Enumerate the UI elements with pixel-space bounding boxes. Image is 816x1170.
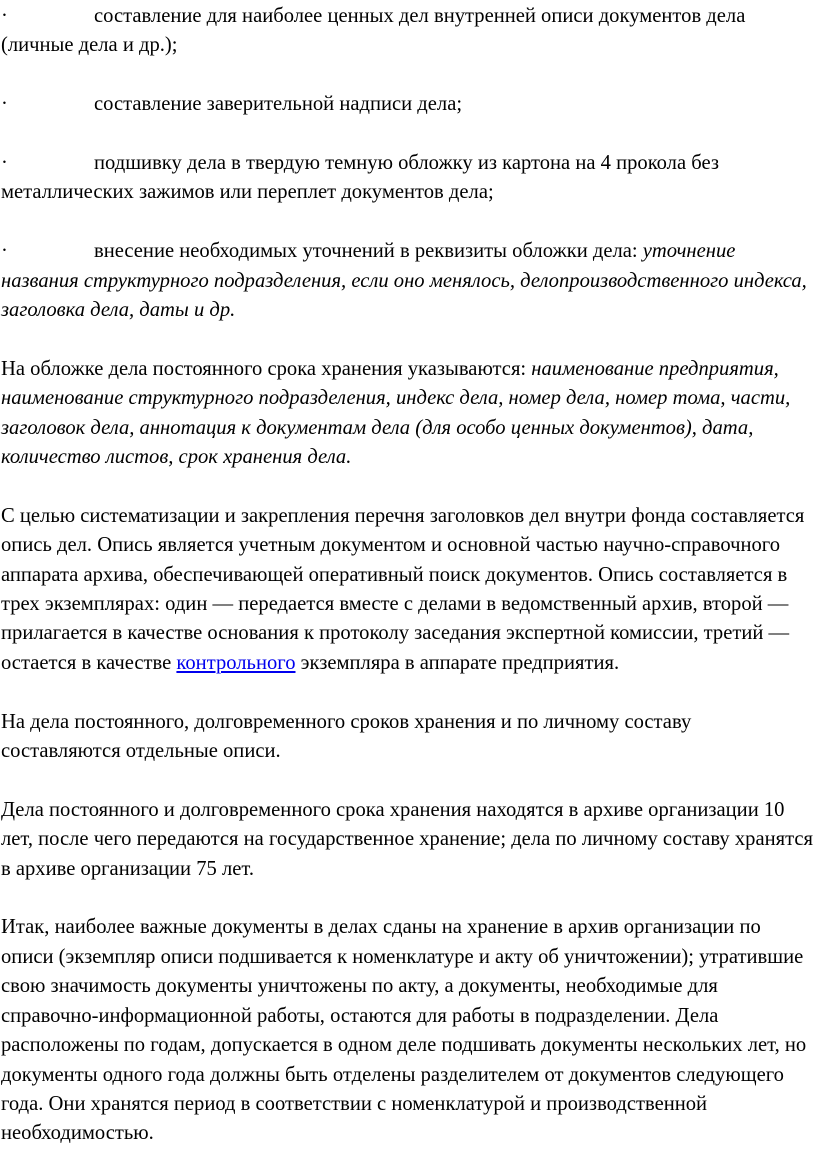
bullet-marker: · xyxy=(1,240,8,263)
bullet-marker: · xyxy=(1,93,8,116)
list-item xyxy=(1,149,816,208)
list-item xyxy=(1,2,816,61)
cover-lead-text: На обложке дела постоянного срока хранения указываются: xyxy=(1,357,532,380)
separate-inventories-paragraph: На дела постоянного, долговременного сроков хранения и по личному составу составляются отдельные описи. xyxy=(1,710,692,763)
bullet-marker: · xyxy=(1,5,8,27)
inventory-text-after-link: экземпляра в аппарате предприятия. xyxy=(295,651,620,674)
cover-italic-text: наименование предприятия, наименование структурного подразделения, индекс дела, номер дела, номер тома, части, заголовок дела, аннотация к документам дела (для особо ценных документов), дата, количество листов, срок хранения дела. xyxy=(1,357,791,469)
list-item xyxy=(1,90,816,119)
list-item-text: составление для наиболее ценных дел внутренней описи документов дела (личные дела и др.); xyxy=(1,5,746,57)
summary-paragraph: Итак, наиболее важные документы в делах сданы на хранение в архив организации по описи (экземпляр описи подшивается к номенклатуре и акту об уничтожении); утратившие свою значимость документы уничтожены по акту, а документы, необходимые для справочно-информационной работы, остаются для работы в подразделении. Дела расположены по годам, допускается в одном деле подшивать документы нескольких лет, но документы одного года должны быть отделены разделителем от документов следующего года. Они хранятся период в соответствии с номенклатурой и производственной необходимостью. xyxy=(1,916,807,1145)
storage-terms-paragraph: Дела постоянного и долговременного срока хранения находятся в архиве организации 10 лет, после чего передаются на государственное хранение; дела по личному составу хранятся в архиве организации 75 лет. xyxy=(1,798,813,880)
list-item xyxy=(1,237,816,325)
list-item-text: подшивку дела в твердую темную обложку из картона на 4 прокола без металлических зажимов или переплет документов дела; xyxy=(1,152,719,204)
list-item-italic-text: уточнение названия структурного подразделения, если оно менялось, делопроизводственного индекса, заголовка дела, даты и др. xyxy=(1,240,807,322)
inventory-text-before-link: С целью систематизации и закрепления перечня заголовков дел внутри фонда составляется опись дел. Опись является учетным документом и основной частью научно-справочного аппарата архива, обеспечивающей оперативный поиск документов. Опись составляется в трех экземплярах: один — передается вместе с делами в ведомственный архив, второй — прилагается в качестве основания к протоколу заседания экспертной комиссии, третий — остается в качестве xyxy=(1,504,805,674)
list-item-text: составление заверительной надписи дела; xyxy=(94,93,463,116)
control-copy-link[interactable]: контрольного xyxy=(176,651,296,674)
bullet-marker: · xyxy=(1,152,8,174)
cover-requirements-paragraph xyxy=(1,355,816,473)
list-item-text: внесение необходимых уточнений в реквизиты обложки дела: xyxy=(94,240,643,263)
inventory-paragraph xyxy=(1,502,816,678)
